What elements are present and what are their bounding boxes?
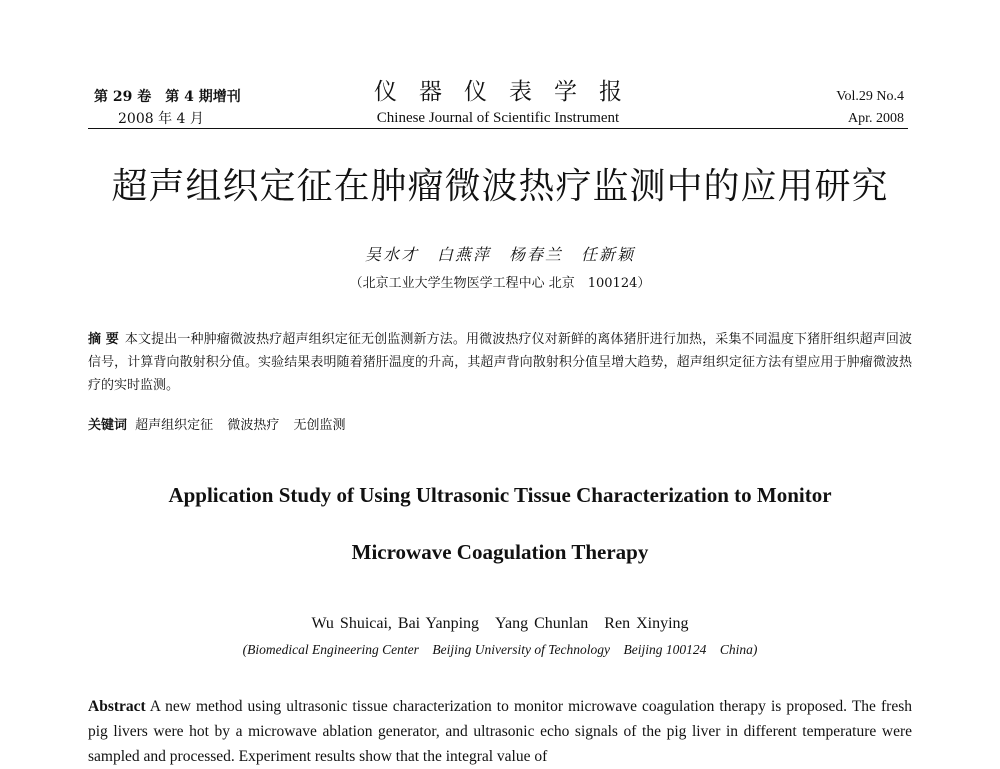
keywords-label-cn: 关键词	[88, 418, 128, 433]
keyword-item: 超声组织定征	[135, 418, 214, 433]
abstract-cn	[88, 328, 912, 397]
affiliation-cn: （北京工业大学生物医学工程中心 北京 100124）	[349, 276, 651, 291]
authors-en: Wu Shuicai, Bai Yanping Yang Chunlan Ren Xinying	[311, 615, 689, 632]
journal-volume-cn: 第 29 卷 第 4 期增刊	[94, 89, 241, 105]
abstract-text-en: A new method using ultrasonic tissue characterization to monitor microwave coagulation therapy is proposed. The fresh pig livers were hot by a microwave ablation generator, and ultrasonic echo signals of the pig liver in different temperature were sampled and processed. Experiment results show that the integral value of	[88, 698, 912, 765]
paper-title-en-line1: Application Study of Using Ultrasonic Tissue Characterization to Monitor	[168, 483, 832, 507]
abstract-en	[88, 694, 912, 769]
affiliation-en: (Biomedical Engineering Center Beijing University of Technology Beijing 100124 China)	[242, 642, 758, 657]
journal-name-en: Chinese Journal of Scientific Instrument	[376, 110, 620, 126]
paper-title-cn: 超声组织定征在肿瘤微波热疗监测中的应用研究	[111, 166, 889, 207]
journal-date-en: Apr. 2008	[848, 111, 904, 126]
journal-header	[88, 78, 908, 130]
paper-title-en-line2: Microwave Coagulation Therapy	[351, 540, 649, 564]
abstract-label-en: Abstract	[88, 698, 146, 715]
journal-volume-en: Vol.29 No.4	[836, 89, 904, 104]
abstract-text-cn: 本文提出一种肿瘤微波热疗超声组织定征无创监测新方法。用微波热疗仪对新鲜的离体猪肝进行加热，采集不同温度下猪肝组织超声回波信号，计算背向散射积分值。实验结果表明随着猪肝温度的升高，其超声背向散射积分值呈增大趋势，超声组织定征方法有望应用于肿瘤微波热疗的实时监测。	[88, 332, 912, 393]
journal-date-cn: 2008 年 4 月	[118, 111, 204, 127]
journal-name-block	[88, 78, 908, 130]
keyword-item: 无创监测	[293, 418, 346, 433]
journal-volume-info	[836, 86, 904, 130]
journal-name-cn: 仪器仪表学报	[374, 79, 644, 105]
keywords-cn	[88, 415, 912, 437]
abstract-label-cn: 摘 要	[88, 332, 119, 347]
header-rule	[88, 128, 908, 129]
keyword-item: 微波热疗	[227, 418, 280, 433]
authors-cn: 吴水才 白燕萍 杨春兰 任新颖	[364, 245, 635, 264]
